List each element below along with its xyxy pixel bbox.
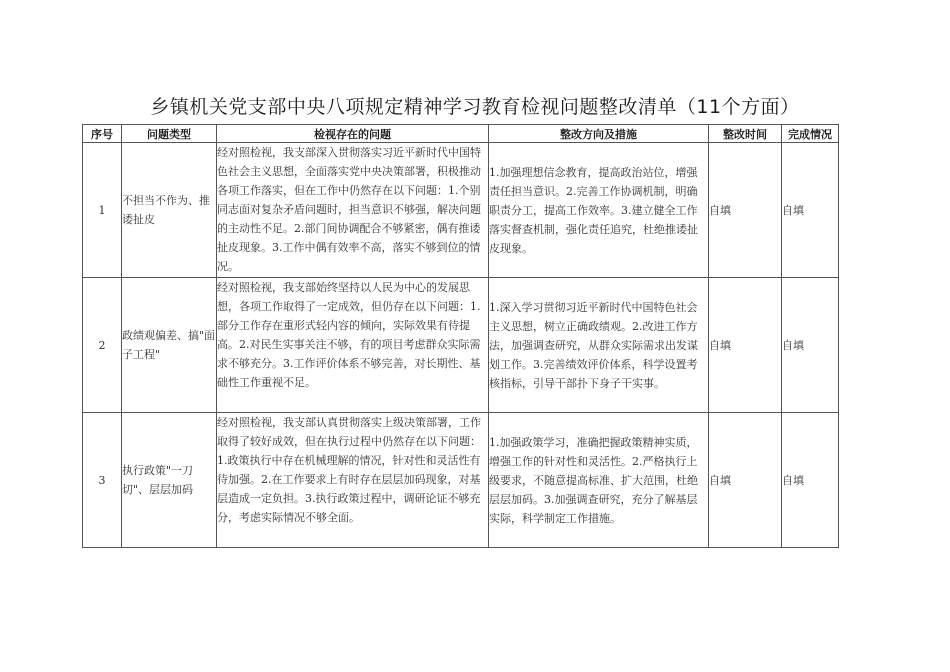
row-measures: 1.深入学习贯彻习近平新时代中国特色社会主义思想，树立正确政绩观。2.改进工作方法，加强调查研究，从群众实际需求出发谋划工作。3.完善绩效评价体系，科学设置考核指标，引导干部扑下身子干实事。 [489,278,709,413]
row-time: 自填 [709,143,782,278]
row-problem-detail: 经对照检视，我支部深入贯彻落实习近平新时代中国特色社会主义思想，全面落实党中央决策部署，积极推动各项工作落实，但在工作中仍然存在以下问题：1.个别同志面对复杂矛盾问题时，担当意识不够强，解决问题的主动性不足。2.部门间协调配合不够紧密，偶有推诿扯皮现象。3.工作中偶有效率不高，落实不够到位的情况。 [217,143,489,278]
row-problem-type: 不担当不作为、推诿扯皮 [122,143,217,278]
table-header-row [83,125,839,143]
row-problem-detail: 经对照检视，我支部始终坚持以人民为中心的发展思想，各项工作取得了一定成效，但仍存在以下问题：1.部分工作存在重形式轻内容的倾向，实际效果有待提高。2.对民生实事关注不够，有的项目考虑群众实际需求不够充分。3.工作评价体系不够完善，对长期性、基础性工作重视不足。 [217,278,489,413]
rectification-table [82,124,839,548]
row-number: 2 [83,278,122,413]
table-row [83,413,839,548]
row-status: 自填 [782,278,839,413]
page-title: 乡镇机关党支部中央八项规定精神学习教育检视问题整改清单（11个方面） [150,96,800,118]
header-problems-found: 检视存在的问题 [217,125,489,143]
table-row [83,143,839,278]
row-time: 自填 [709,413,782,548]
row-status: 自填 [782,413,839,548]
row-problem-type: 政绩观偏差、搞"面子工程" [122,278,217,413]
row-problem-type: 执行政策"一刀切"、层层加码 [122,413,217,548]
header-time: 整改时间 [709,125,782,143]
row-number: 3 [83,413,122,548]
header-no: 序号 [83,125,122,143]
header-status: 完成情况 [782,125,839,143]
row-number: 1 [83,143,122,278]
row-status: 自填 [782,143,839,278]
header-measures: 整改方向及措施 [489,125,709,143]
row-measures: 1.加强理想信念教育，提高政治站位，增强责任担当意识。2.完善工作协调机制，明确职责分工，提高工作效率。3.建立健全工作落实督查机制，强化责任追究，杜绝推诿扯皮现象。 [489,143,709,278]
row-time: 自填 [709,278,782,413]
header-problem-type: 问题类型 [122,125,217,143]
row-measures: 1.加强政策学习，准确把握政策精神实质，增强工作的针对性和灵活性。2.严格执行上级要求，不随意提高标准、扩大范围，杜绝层层加码。3.加强调查研究，充分了解基层实际，科学制定工作措施。 [489,413,709,548]
row-problem-detail: 经对照检视，我支部认真贯彻落实上级决策部署，工作取得了较好成效，但在执行过程中仍然存在以下问题：1.政策执行中存在机械理解的情况，针对性和灵活性有待加强。2.在工作要求上有时存在层层加码现象，对基层造成一定负担。3.执行政策过程中，调研论证不够充分，考虑实际情况不够全面。 [217,413,489,548]
table-row [83,278,839,413]
